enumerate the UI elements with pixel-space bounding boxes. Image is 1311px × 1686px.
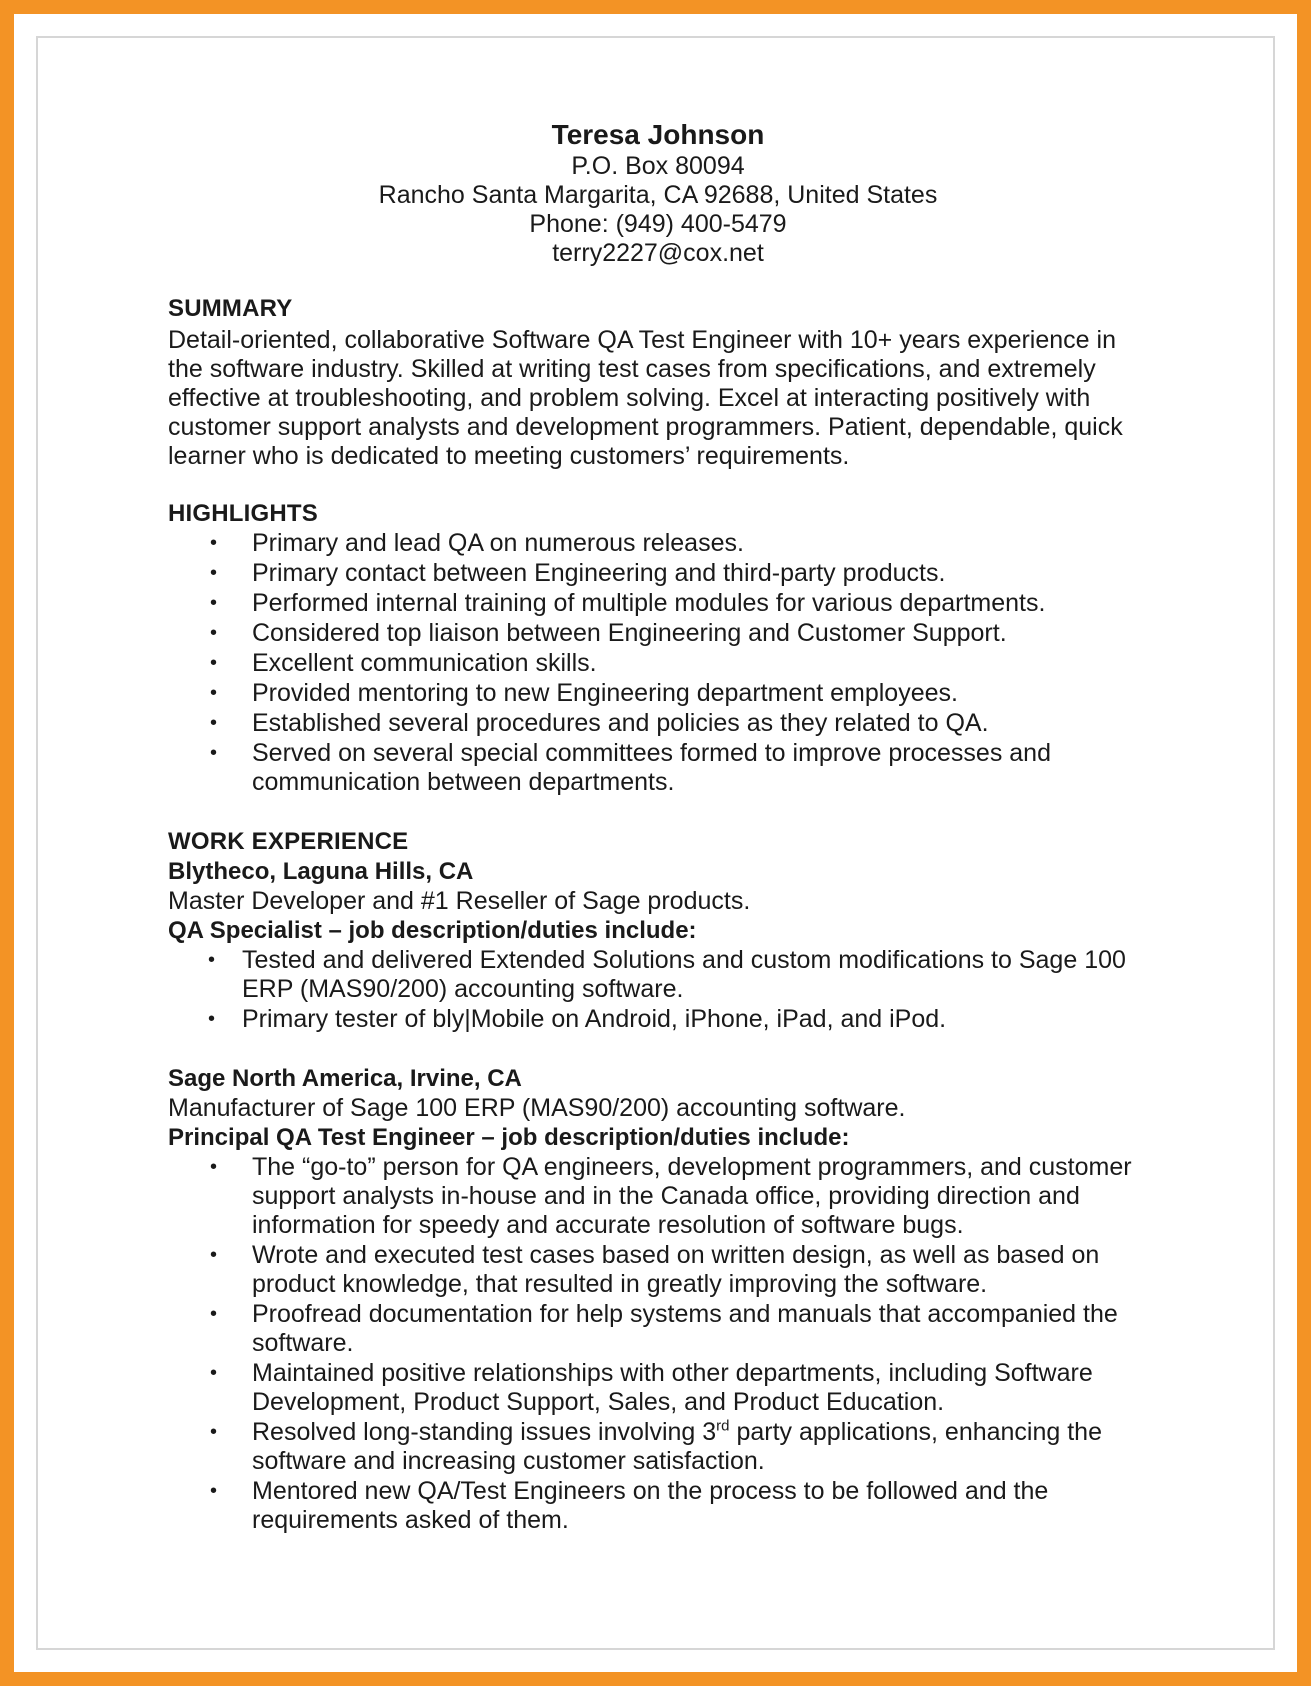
company-name: Sage North America, Irvine, CA: [168, 1065, 522, 1092]
list-item: • Tested and delivered Extended Solutions and custom modifications to Sage 100 ERP (MAS90/200) accounting software.: [208, 946, 1126, 1003]
list-item: • Considered top liaison between Engineering and Customer Support.: [210, 619, 1007, 647]
work-experience-heading: WORK EXPERIENCE: [168, 828, 409, 855]
bullet-icon: •: [210, 1244, 218, 1266]
highlights-heading: HIGHLIGHTS: [168, 500, 318, 527]
list-item: • Mentored new QA/Test Engineers on the process to be followed and the requirements asked of them.: [210, 1477, 1049, 1534]
bullet-icon: •: [210, 1303, 218, 1325]
summary-line: customer support analysts and development programmers. Patient, dependable, quick: [168, 413, 1123, 441]
bullet-icon: •: [210, 652, 218, 674]
highlights-section: [168, 499, 1158, 797]
address-line-1: P.O. Box 80094: [571, 152, 745, 180]
list-item: • Maintained positive relationships with other departments, including Software Development, Product Support, Sales, and Product Education.: [210, 1359, 1093, 1416]
duties-list: [168, 946, 1158, 1034]
list-item: • Excellent communication skills.: [210, 649, 597, 677]
summary-section: [168, 294, 1158, 471]
list-item: • Proofread documentation for help systems and manuals that accompanied the software.: [210, 1300, 1118, 1357]
bullet-icon: •: [208, 949, 216, 971]
candidate-name: Teresa Johnson: [551, 119, 765, 150]
summary-text: [168, 326, 1158, 471]
list-item: • The “go-to” person for QA engineers, development programmers, and customer support analysts in-house and in the Canada office, providing direction and information for speedy and accurate resolution of software bugs.: [210, 1153, 1132, 1239]
bullet-icon: •: [210, 682, 218, 704]
list-item: • Resolved long-standing issues involving 3rd party applications, enhancing the software and increasing customer satisfaction.: [210, 1417, 1102, 1475]
bullet-icon: •: [208, 1008, 216, 1030]
job-role: Principal QA Test Engineer – job description/duties include:: [168, 1124, 850, 1151]
list-item: • Established several procedures and policies as they related to QA.: [210, 709, 989, 737]
summary-line: learner who is dedicated to meeting customers’ requirements.: [168, 442, 850, 470]
resume-document: [168, 118, 1158, 1536]
list-item: • Primary tester of bly|Mobile on Android, iPhone, iPad, and iPod.: [208, 1005, 947, 1033]
list-item: • Wrote and executed test cases based on written design, as well as based on product knowledge, that resulted in greatly improving the software.: [210, 1241, 1100, 1298]
summary-heading: SUMMARY: [168, 295, 293, 322]
list-item: • Provided mentoring to new Engineering department employees.: [210, 679, 958, 707]
list-item: • Primary contact between Engineering and third-party products.: [210, 559, 946, 587]
company-description: Manufacturer of Sage 100 ERP (MAS90/200) accounting software.: [168, 1094, 906, 1122]
summary-line: Detail-oriented, collaborative Software QA Test Engineer with 10+ years experience in: [168, 326, 1116, 354]
bullet-icon: •: [210, 592, 218, 614]
bullet-icon: •: [210, 562, 218, 584]
job-role: QA Specialist – job description/duties include:: [168, 917, 697, 944]
bullet-icon: •: [210, 1421, 218, 1443]
bullet-icon: •: [210, 1156, 218, 1178]
summary-line: the software industry. Skilled at writing test cases from specifications, and extremely: [168, 355, 1096, 383]
summary-line: effective at troubleshooting, and problem solving. Excel at interacting positively with: [168, 384, 1091, 412]
work-experience-section: [168, 827, 1158, 1535]
list-item: • Served on several special committees formed to improve processes and communication between departments.: [210, 739, 1051, 796]
duties-list: [168, 1153, 1158, 1535]
bullet-icon: •: [210, 1362, 218, 1384]
email: terry2227@cox.net: [552, 239, 764, 267]
bullet-icon: •: [210, 712, 218, 734]
highlights-list: [168, 529, 1158, 797]
list-item: • Performed internal training of multiple modules for various departments.: [210, 589, 1046, 617]
job-entry: [168, 1064, 1158, 1535]
company-name: Blytheco, Laguna Hills, CA: [168, 858, 474, 885]
superscript: rd: [716, 1417, 730, 1435]
bullet-icon: •: [210, 622, 218, 644]
phone: Phone: (949) 400-5479: [529, 210, 787, 238]
list-item: • Primary and lead QA on numerous releases.: [210, 529, 744, 557]
address-line-2: Rancho Santa Margarita, CA 92688, United States: [378, 181, 938, 209]
company-description: Master Developer and #1 Reseller of Sage products.: [168, 887, 751, 915]
bullet-icon: •: [210, 742, 218, 764]
bullet-icon: •: [210, 1480, 218, 1502]
bullet-icon: •: [210, 532, 218, 554]
resume-header: [168, 118, 1148, 268]
